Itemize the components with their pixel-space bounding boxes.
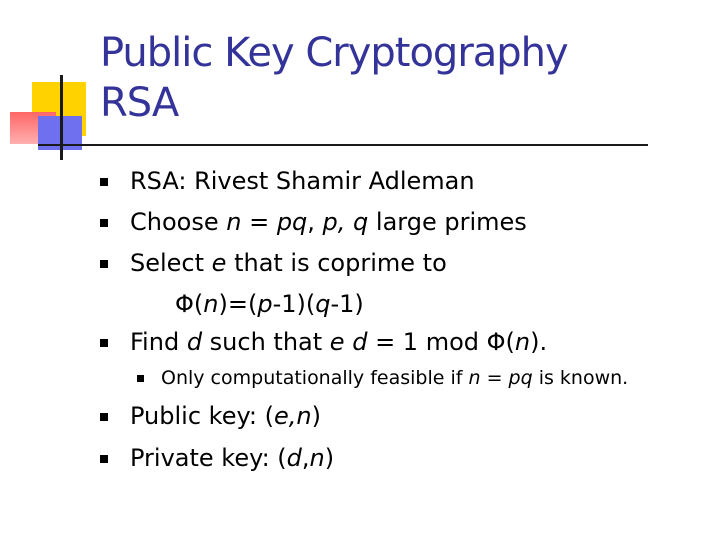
bullet-text: RSA: Rivest Shamir Adleman [130, 167, 475, 195]
decor-vertical-rule [60, 75, 63, 160]
bullet-math-text: n [309, 444, 325, 472]
bullet-text: Choose [130, 208, 227, 236]
slide-title-line-1: Public Key Cryptography [100, 30, 568, 76]
bullet-text: -1) [330, 290, 364, 318]
bullet-text: Public key: ( [130, 402, 274, 430]
bullet-text: , [301, 444, 310, 472]
bullet-text: )=( [218, 290, 258, 318]
bullet-marker [100, 413, 108, 421]
bullet-text: = 1 mod Φ( [367, 328, 515, 356]
bullet-text: Select [130, 249, 212, 277]
bullet-item [130, 328, 547, 356]
bullet-text: ) [324, 444, 335, 472]
bullet-text: ). [530, 328, 548, 356]
bullet-text: -1)( [272, 290, 316, 318]
title-divider [38, 144, 648, 146]
bullet-math-text: e d [329, 328, 368, 356]
bullet-item [130, 402, 321, 430]
sub-bullet-item [161, 366, 628, 390]
bullet-item [130, 249, 447, 277]
slide-title [100, 28, 568, 128]
bullet-math-text: e,n [274, 402, 312, 430]
bullet-text: that is coprime to [226, 249, 447, 277]
bullet-marker [100, 178, 108, 186]
bullet-text: such that [202, 328, 330, 356]
bullet-text: large primes [368, 208, 527, 236]
sub-bullet-marker [137, 375, 144, 382]
bullet-marker [100, 260, 108, 268]
bullet-math-text: p [257, 290, 273, 318]
bullet-math-text: d [186, 328, 203, 356]
bullet-marker [100, 219, 108, 227]
bullet-math-text: e [211, 249, 227, 277]
bullet-text: , [307, 208, 323, 236]
bullet-math-text: d [286, 444, 302, 472]
bullet-math-text: n [203, 290, 219, 318]
bullet-marker [100, 455, 108, 463]
bullet-math-text: n = pq [468, 367, 533, 389]
bullet-math-text: n = pq [226, 208, 308, 236]
slide-title-line-2: RSA [100, 80, 179, 126]
bullet-item [130, 444, 334, 472]
bullet-item [130, 208, 527, 236]
bullet-text: Φ( [175, 290, 204, 318]
bullet-text: Only computationally feasible if [161, 367, 469, 389]
bullet-continuation [175, 290, 364, 318]
bullet-marker [100, 339, 108, 347]
bullet-text: Private key: ( [130, 444, 287, 472]
bullet-text: ) [311, 402, 321, 430]
bullet-math-text: q [315, 290, 331, 318]
bullet-math-text: p, q [322, 208, 369, 236]
bullet-item [130, 167, 475, 195]
bullet-math-text: n [514, 328, 531, 356]
bullet-text: is known. [532, 367, 629, 389]
bullet-text: Find [130, 328, 187, 356]
